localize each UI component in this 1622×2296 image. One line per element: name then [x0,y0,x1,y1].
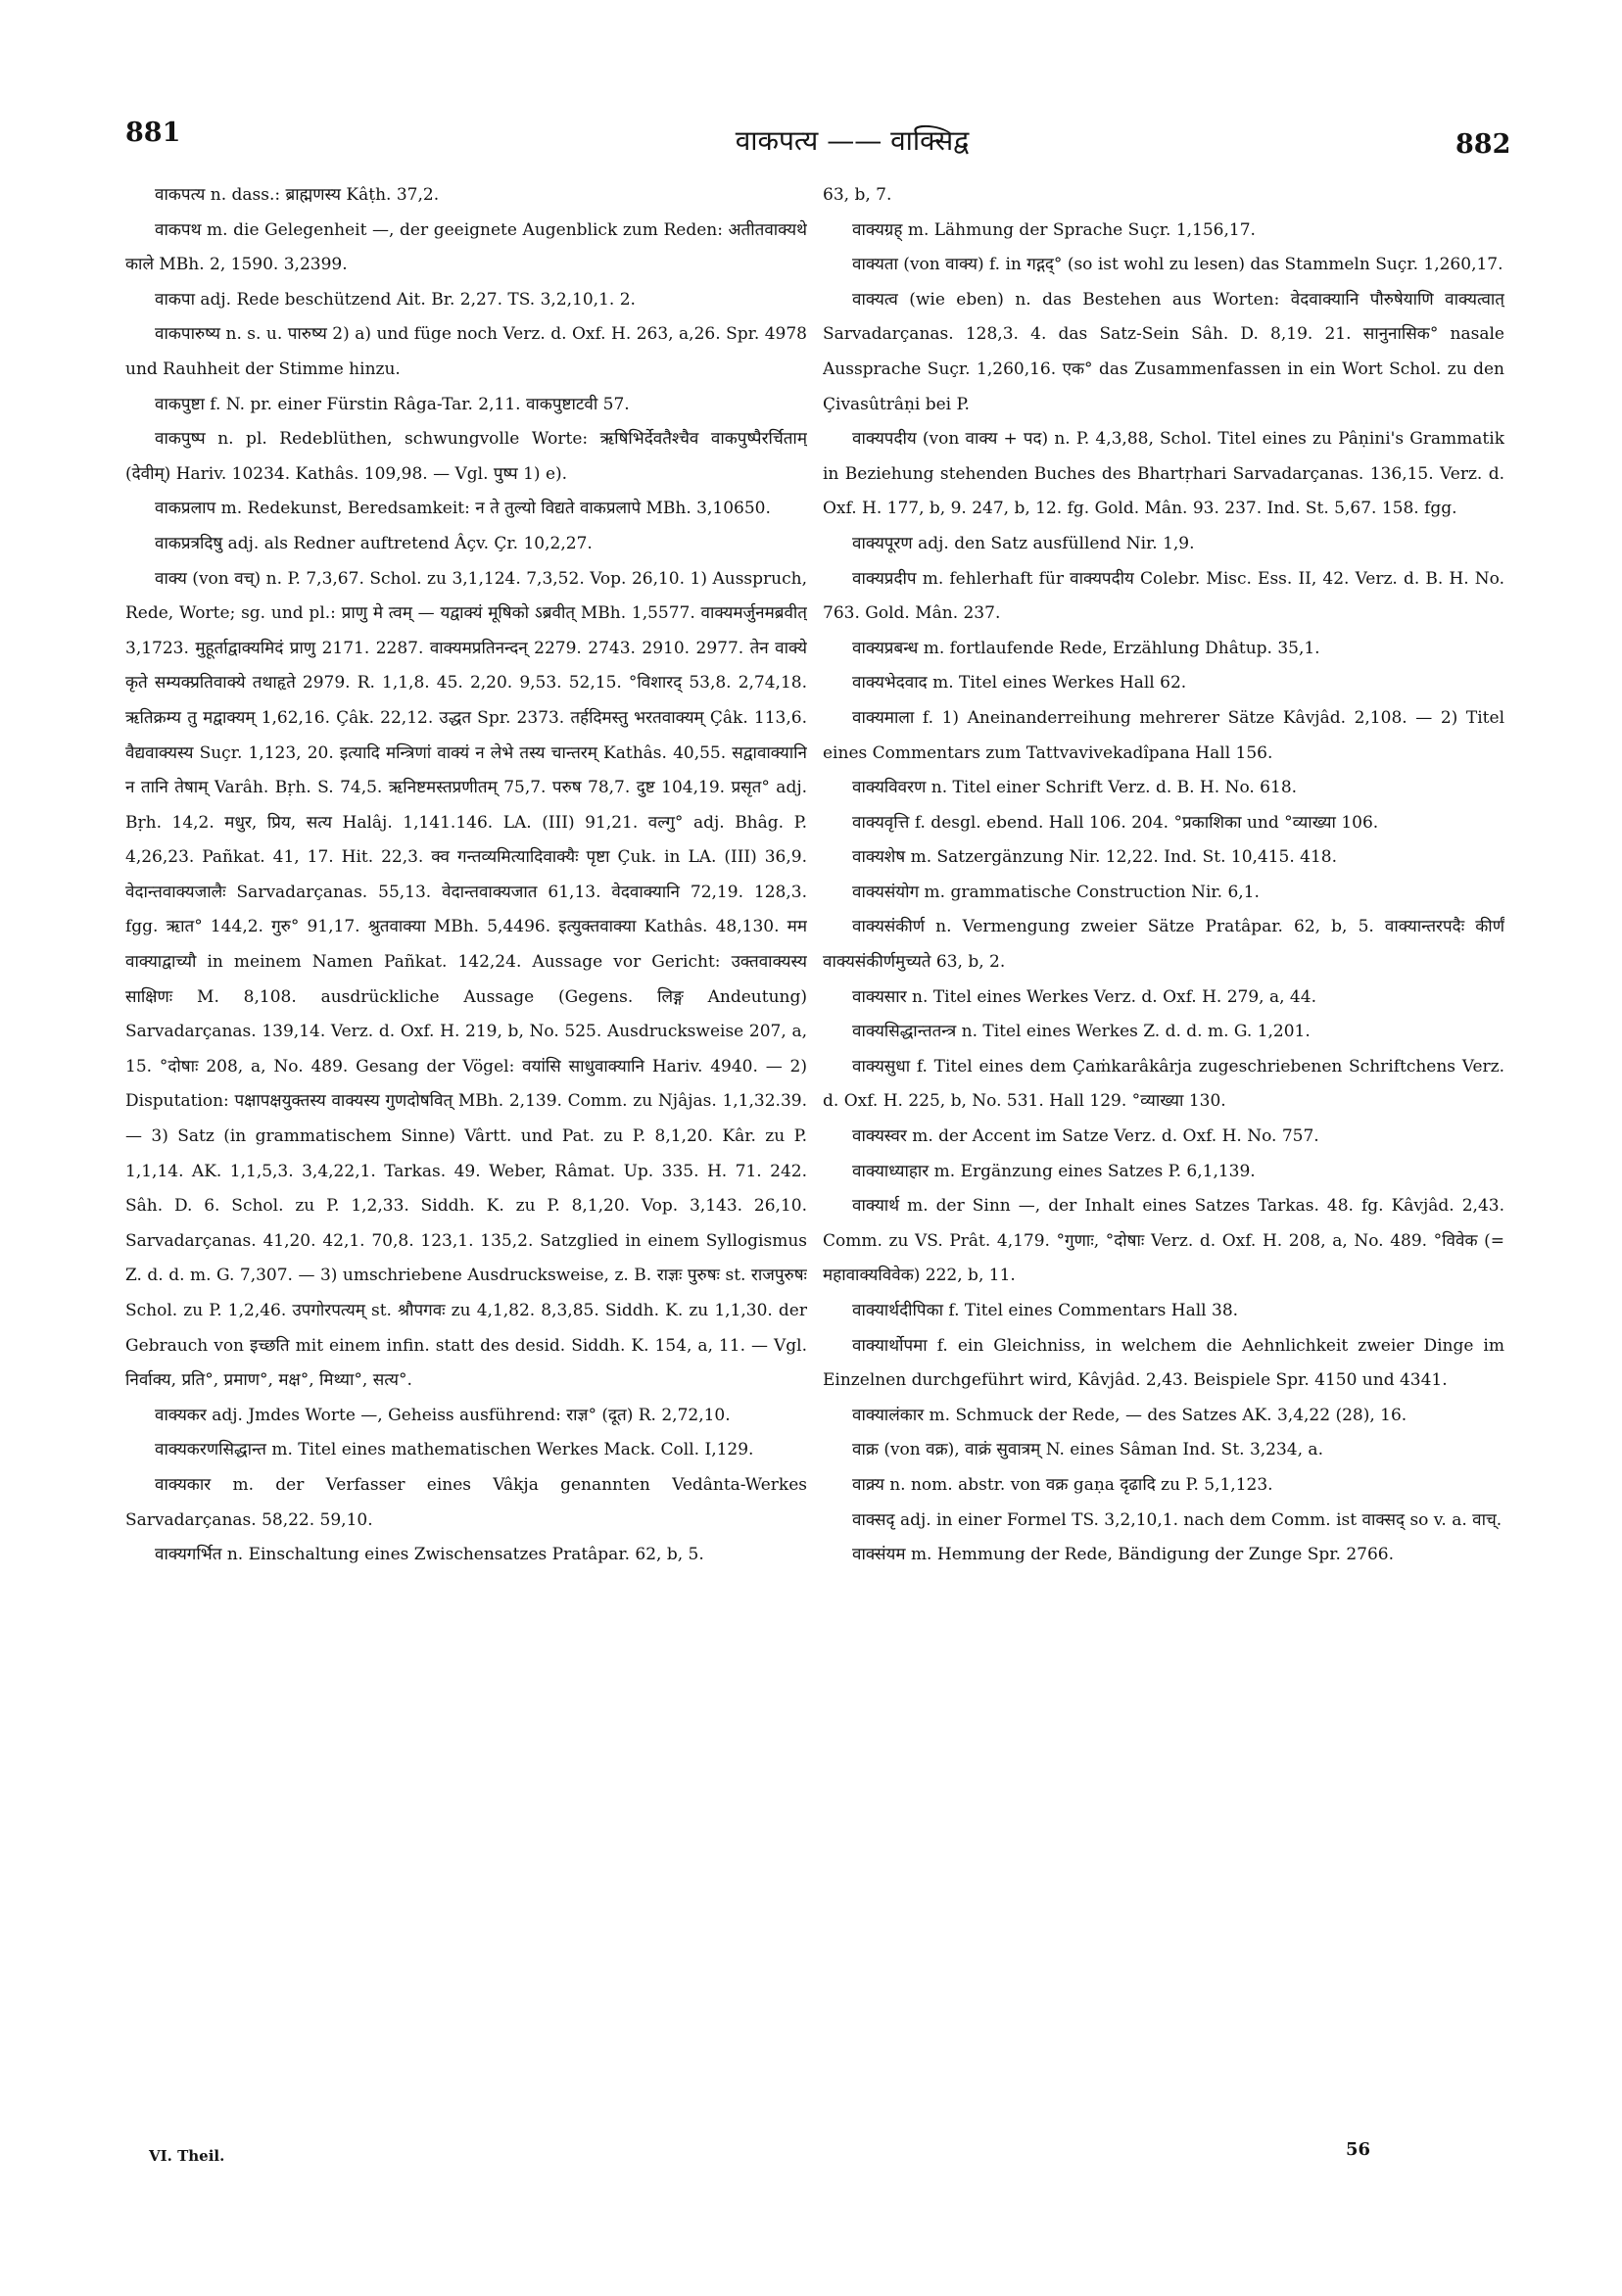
right-column [823,178,1504,2128]
dictionary-entry: वाकपथ m. die Gelegenheit —, der geeignete Augenblick zum Reden: अतीतवाक्यथे काले MBh. 2, 1590. 3,2399. [125,219,807,275]
dictionary-entry: वाक्यत्व (wie eben) n. das Bestehen aus Worten: वेदवाक्यानि पौरुषेयाणि वाक्यत्वात् Sarvadarçanas. 128,3. 4. das Satz-Sein Sâh. D. 8,19. 21. सानुनासिक° nasale Aussprache Suçr. 1,260,16. एक° das Zusammenfassen in ein Wort Schol. zu den Çivasûtrâṇi bei P. [823,289,1504,414]
dictionary-entry: वाक्सदृ adj. in einer Formel TS. 3,2,10,1. nach dem Comm. ist वाक्सद् so v. a. वाच्. [852,1509,1503,1530]
dictionary-entry: वाक्यप्रबन्ध m. fortlaufende Rede, Erzählung Dhâtup. 35,1. [852,638,1320,658]
dictionary-entry: वाक्यकर adj. Jmdes Worte —, Geheiss ausführend: राज्ञ° (दूत) R. 2,72,10. [155,1405,731,1425]
left-column [125,178,807,2128]
dictionary-entry: वाक्यार्थ m. der Sinn —, der Inhalt eines Satzes Tarkas. 48. fg. Kâvjâd. 2,43. Comm. zu VS. Prât. 4,179. °गुणाः, °दोषाः Verz. d. Oxf. H. 208, a, No. 489. °विवेक (= महावाक्यविवेक) 222, b, 11. [823,1196,1504,1286]
dictionary-entry: वाक्यसार n. Titel eines Werkes Verz. d. Oxf. H. 279, a, 44. [852,986,1316,1007]
dictionary-entry: वाकपुष्टा f. N. pr. einer Fürstin Râga-Tar. 2,11. वाकपुष्टाटवी 57. [155,394,630,414]
dictionary-entry: वाक्यकरणसिद्धान्त m. Titel eines mathematischen Werkes Mack. Coll. I,129. [155,1440,754,1460]
dictionary-entry: वाक्यकार m. der Verfasser eines Vâkja genannten Vedânta-Werkes Sarvadarçanas. 58,22. 59,10. [125,1474,807,1530]
dictionary-entry: वाक्यप्रदीप m. fehlerhaft für वाक्यपदीय Colebr. Misc. Ess. II, 42. Verz. d. B. H. No. 763. Gold. Mân. 237. [823,568,1504,624]
dictionary-entry: वाक्यसंयोग m. grammatische Construction Nir. 6,1. [852,882,1260,902]
dictionary-entry: वाक्यवृत्ति f. desgl. ebend. Hall 106. 204. °प्रकाशिका und °व्याख्या 106. [852,812,1379,833]
dictionary-entry: वाक्यालंकार m. Schmuck der Rede, — des Satzes AK. 3,4,22 (28), 16. [852,1405,1407,1425]
dictionary-entry: वाक्यता (von वाक्य) f. in गद्गद्° (so ist wohl zu lesen) das Stammeln Suçr. 1,260,17. [852,255,1503,275]
dictionary-entry: वाक्यशेष m. Satzergänzung Nir. 12,22. Ind. St. 10,415. 418. [852,847,1338,868]
dictionary-entry: वाक्यसुधा f. Titel eines dem Çaṁkarâkârja zugeschriebenen Schriftchens Verz. d. Oxf. H. 225, b, No. 531. Hall 129. °व्याख्या 130. [823,1056,1504,1112]
dictionary-entry: वाक्यसंकीर्ण n. Vermengung zweier Sätze Pratâpar. 62, b, 5. वाक्यान्तरपदैः कीर्णं वाक्यसंकीर्णमुच्यते 63, b, 2. [823,917,1504,973]
dictionary-entry: वाक्यगर्भित n. Einschaltung eines Zwischensatzes Pratâpar. 62, b, 5. [155,1545,704,1565]
dictionary-entry: वाकप्रत्रदिषु adj. als Redner auftretend Âçv. Çr. 10,2,27. [155,533,593,553]
dictionary-entry: वाक्संयम m. Hemmung der Rede, Bändigung der Zunge Spr. 2766. [852,1545,1395,1565]
dictionary-entry: वाकपत्य n. dass.: ब्राह्मणस्य Kâṭh. 37,2. [155,185,440,205]
dictionary-entry: वाक्र (von वक्र), वाक्रं सुवात्रम् N. eines Sâman Ind. St. 3,234, a. [852,1440,1323,1460]
dictionary-entry: वाक्यस्वर m. der Accent im Satze Verz. d. Oxf. H. No. 757. [852,1126,1319,1147]
running-head: वाकपत्य —— वाक्सिद्व [735,124,970,157]
continued-entry: 63, b, 7. [823,185,892,205]
page-number-left: 881 [125,118,181,148]
dictionary-entry: वाक्यमाला f. 1) Aneinanderreihung mehrerer Sätze Kâvjâd. 2,108. — 2) Titel eines Commentars zum Tattvavivekadîpana Hall 156. [823,707,1504,763]
dictionary-entry: वाक्यार्थोपमा f. ein Gleichniss, in welchem die Aehnlichkeit zweier Dinge im Einzelnen durchgeführt wird, Kâvjâd. 2,43. Beispiele Spr. 4150 und 4341. [823,1335,1504,1391]
dictionary-entry: वाक्यविवरण n. Titel einer Schrift Verz. d. B. H. No. 618. [852,778,1298,798]
dictionary-entry: वाकपा adj. Rede beschützend Ait. Br. 2,27. TS. 3,2,10,1. 2. [155,289,636,310]
dictionary-entry: वाक्यभेदवाद m. Titel eines Werkes Hall 62. [852,673,1187,694]
dictionary-entry: वाक्यपदीय (von वाक्य + पद) n. P. 4,3,88, Schol. Titel eines zu Pâṇini's Grammatik in Beziehung stehenden Buches des Bhartṛhari Sarvadarçanas. 136,15. Verz. d. Oxf. H. 177, b, 9. 247, b, 12. fg. Gold. Mân. 93. 237. Ind. St. 5,67. 158. fgg. [823,429,1504,519]
dictionary-entry: वाकपुष्प n. pl. Redeblüthen, schwungvolle Worte: ऋषिभिर्देवतैश्चैव वाकपुष्पैरर्चिताम् (देवीम्) Hariv. 10234. Kathâs. 109,98. — Vgl. पुष्प 1) e). [125,429,807,484]
dictionary-entry: वाकप्रलाप m. Redekunst, Beredsamkeit: न ते तुल्यो विद्यते वाकप्रलापे MBh. 3,10650. [155,499,771,519]
sheet-number: 56 [1346,2139,1371,2160]
page-number-right: 882 [1455,129,1511,160]
dictionary-entry: वाकपारुष्य n. s. u. पारुष्य 2) a) und füge noch Verz. d. Oxf. H. 263, a,26. Spr. 4978 und Rauhheit der Stimme hinzu. [125,324,807,379]
dictionary-entry: वाक्याध्याहार m. Ergänzung eines Satzes P. 6,1,139. [852,1161,1256,1181]
dictionary-entry: वाक्र्य n. nom. abstr. von वक्र gaṇa दृढादि zu P. 5,1,123. [852,1474,1273,1495]
dictionary-entry: वाक्यग्रह् m. Lähmung der Sprache Suçr. 1,156,17. [852,219,1256,240]
dictionary-entry: वाक्यसिद्धान्ततन्त्र n. Titel eines Werkes Z. d. d. m. G. 1,201. [852,1022,1311,1042]
dictionary-entry: वाक्यपूरण adj. den Satz ausfüllend Nir. 1,9. [852,533,1195,553]
volume-signature: VI. Theil. [149,2147,225,2165]
dictionary-entry: वाक्यार्थदीपिका f. Titel eines Commentars Hall 38. [852,1301,1239,1320]
dictionary-entry: वाक्य (von वच्) n. P. 7,3,67. Schol. zu 3,1,124. 7,3,52. Vop. 26,10. 1) Ausspruch, Rede, Worte; sg. und pl.: प्राणु मे त्वम् — यद्वाक्यं मूषिको ऽब्रवीत् MBh. 1,5577. वाक्यमर्जुनमब्रवीत् 3,1723. मुहूर्ताद्वाक्यमिदं प्राणु 2171. 2287. वाक्यमप्रतिनन्दन् 2279. 2743. 2910. 2977. तेन वाक्ये कृते सम्यक्प्रतिवाक्ये तथाहृते 2979. R. 1,1,8. 45. 2,20. 9,53. 52,15. °विशारद् 53,8. 2,74,18. ऋतिक्रम्य तु मद्वाक्यम् 1,62,16. Çâk. 22,12. उद्धत Spr. 2373. तर्हदिमस्तु भरतवाक्यम् Çâk. 113,6. वैद्यवाक्यस्य Suçr. 1,123, 20. इत्यादि मन्त्रिणां वाक्यं न लेभे तस्य चान्तरम् Kathâs. 40,55. सद्वावाक्यानि न तानि तेषाम् Varâh. Bṛh. S. 74,5. ऋनिष्टमस्तप्रणीतम् 75,7. परुष 78,7. दुष्ट 104,19. प्रसृत° adj. Bṛh. 14,2. मधुर, प्रिय, सत्य Halâj. 1,141.146. LA. (III) 91,21. वल्गु° adj. Bhâg. P. 4,26,23. Pañkat. 41, 17. Hit. 22,3. क्व गन्तव्यमित्यादिवाक्यैः पृष्टा Çuk. in LA. (III) 36,9. वेदान्तवाक्यजालैः Sarvadarçanas. 55,13. वेदान्तवाक्यजात 61,13. वेदवाक्यानि 72,19. 128,3. fgg. ऋात° 144,2. गुरु° 91,17. श्रुतवाक्या MBh. 5,4496. इत्युक्तवाक्या Kathâs. 48,130. मम वाक्याद्वाच्यौ in meinem Namen Pañkat. 142,24. Aussage vor Gericht: उक्तवाक्यस्य साक्षिणः M. 8,108. ausdrückliche Aussage (Gegens. लिङ्ग Andeutung) Sarvadarçanas. 139,14. Verz. d. Oxf. H. 219, b, No. 525. Ausdrucksweise 207, a, 15. °दोषाः 208, a, No. 489. Gesang der Vögel: वयांसि साधुवाक्यानि Hariv. 4940. — 2) Disputation: पक्षापक्षयुक्तस्य वाक्यस्य गुणदोषवित् MBh. 2,139. Comm. zu Njâjas. 1,1,32.39. — 3) Satz (in grammatischem Sinne) Vârtt. und Pat. zu P. 8,1,20. Kâr. zu P. 1,1,14. AK. 1,1,5,3. 3,4,22,1. Tarkas. 49. Weber, Râmat. Up. 335. H. 71. 242. Sâh. D. 6. Schol. zu P. 1,2,33. Siddh. K. zu P. 8,1,20. Vop. 3,143. 26,10. Sarvadarçanas. 41,20. 42,1. 70,8. 123,1. 135,2. Satzglied in einem Syllogismus Z. d. d. m. G. 7,307. — 3) umschriebene Ausdrucksweise, z. B. राज्ञः पुरुषः st. राजपुरुषः Schol. zu P. 1,2,46. उपगोरपत्यम् st. श्रौपगवः zu 4,1,82. 8,3,85. Siddh. K. zu 1,1,30. der Gebrauch von इच्छति mit einem infin. statt des desid. Siddh. K. 154, a, 11. — Vgl. निर्वाक्य, प्रति°, प्रमाण°, मक्ष°, मिथ्या°, सत्य°. [125,568,807,1391]
